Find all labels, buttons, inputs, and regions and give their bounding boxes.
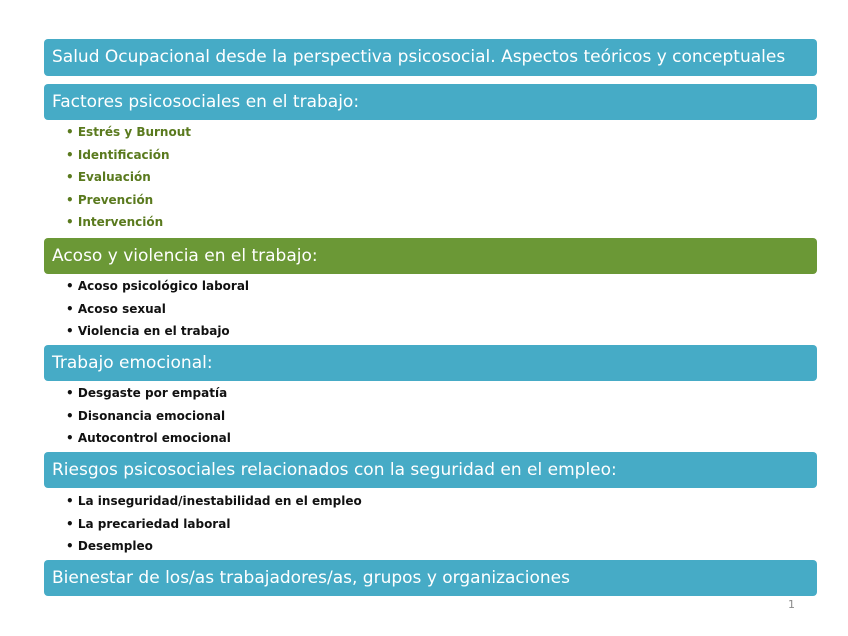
section-title: Trabajo emocional: (52, 352, 213, 373)
section-header-riesgos-psicosociales (44, 452, 817, 488)
list-item: • Disonancia emocional (66, 405, 231, 428)
section-header-bienestar (44, 560, 817, 596)
list-item: • Autocontrol emocional (66, 427, 231, 450)
list-item: • Violencia en el trabajo (66, 320, 249, 343)
list-item: • Prevención (66, 189, 191, 212)
section-title: Bienestar de los/as trabajadores/as, grupos y organizaciones (52, 567, 570, 588)
riesgos-psicosociales-list (66, 490, 362, 558)
list-item: • Acoso sexual (66, 298, 249, 321)
list-item: • Evaluación (66, 166, 191, 189)
acoso-violencia-list (66, 275, 249, 343)
factores-psicosociales-list (66, 121, 191, 234)
section-header-acoso-violencia (44, 238, 817, 274)
list-item: • Identificación (66, 144, 191, 167)
list-item: • La inseguridad/inestabilidad en el empleo (66, 490, 362, 513)
list-item: • Intervención (66, 211, 191, 234)
section-header-factores-psicosociales (44, 84, 817, 120)
trabajo-emocional-list (66, 382, 231, 450)
section-title: Salud Ocupacional desde la perspectiva psicosocial. Aspectos teóricos y conceptuales (52, 47, 786, 67)
list-item: • Desgaste por empatía (66, 382, 231, 405)
section-header-trabajo-emocional (44, 345, 817, 381)
list-item: • Estrés y Burnout (66, 121, 191, 144)
list-item: • Desempleo (66, 535, 362, 558)
section-header-salud-ocupacional (44, 39, 817, 76)
section-title: Acoso y violencia en el trabajo: (52, 245, 318, 266)
list-item: • La precariedad laboral (66, 513, 362, 536)
section-title: Riesgos psicosociales relacionados con la seguridad en el empleo: (52, 459, 617, 480)
page-number: 1 (788, 598, 795, 611)
list-item: • Acoso psicológico laboral (66, 275, 249, 298)
section-title: Factores psicosociales en el trabajo: (52, 91, 360, 112)
